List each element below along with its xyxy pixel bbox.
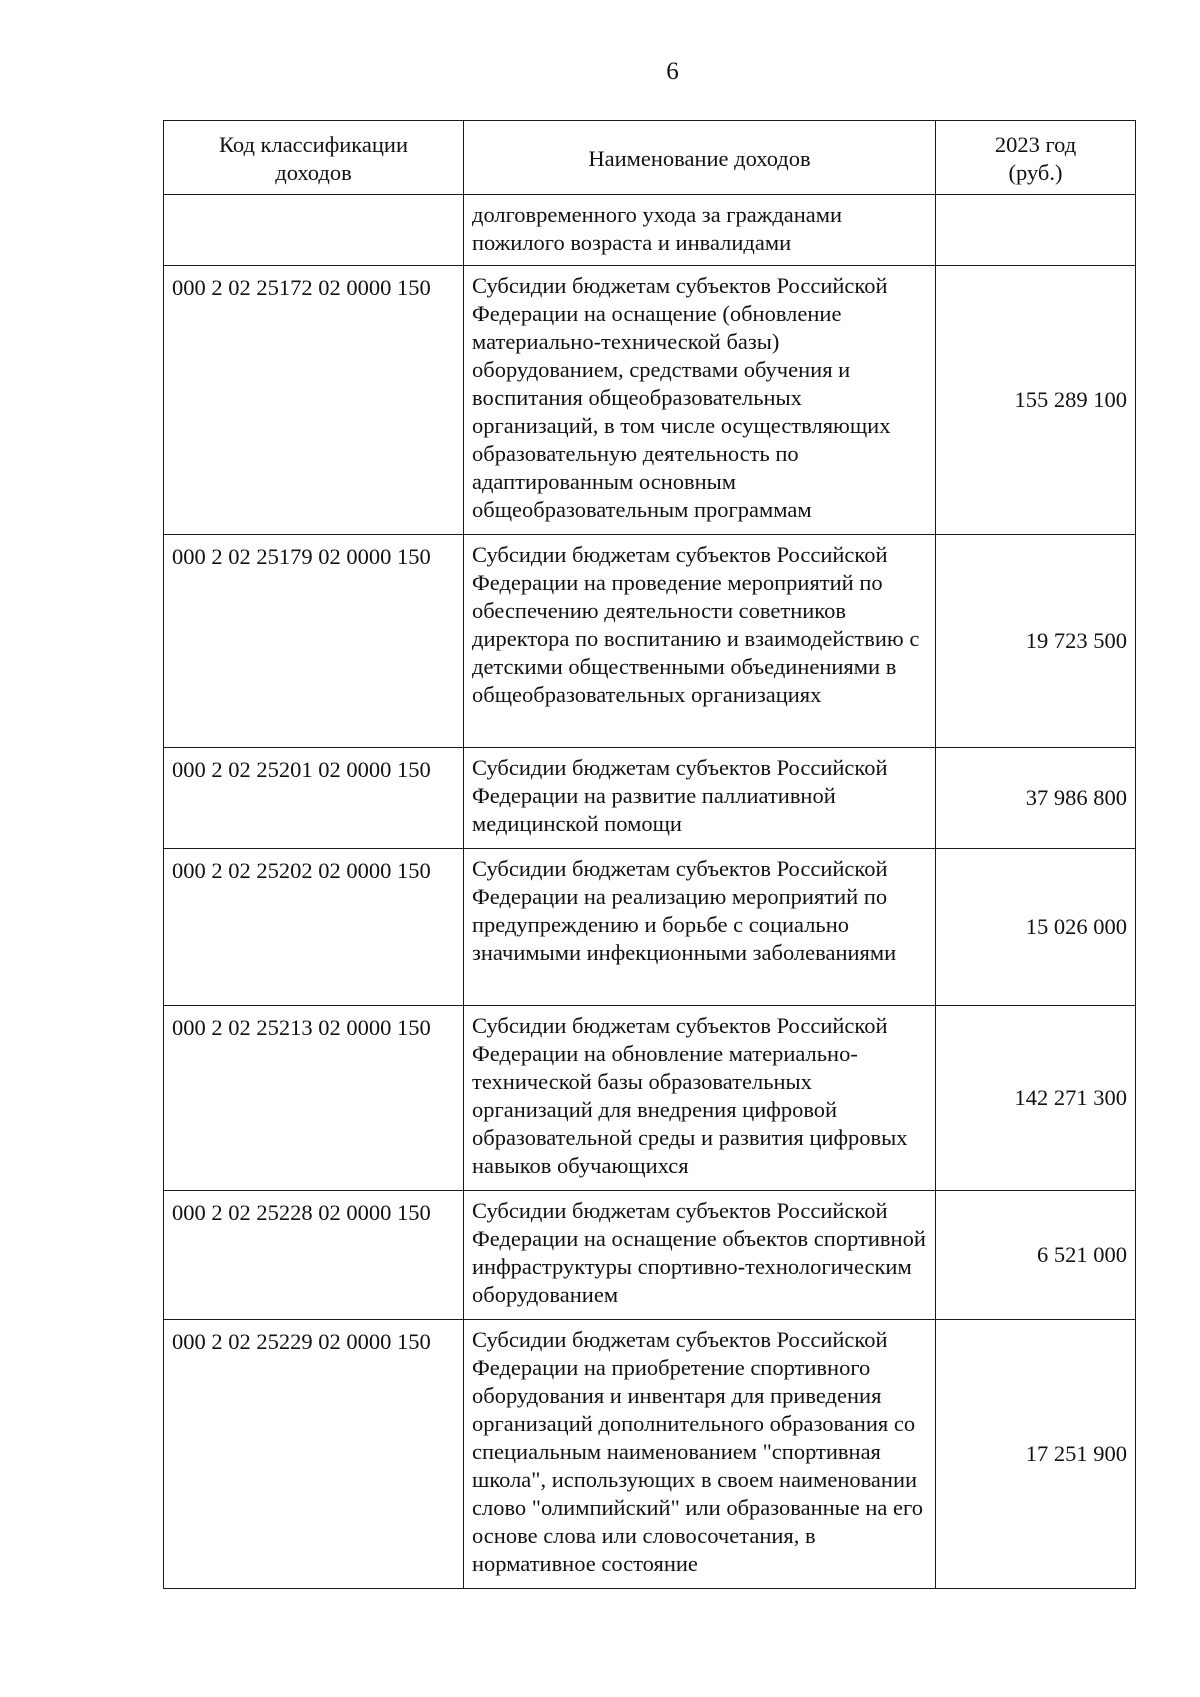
table-row <box>164 748 1136 849</box>
row-name: Субсидии бюджетам субъектов Российской Федерации на оснащение объектов спортивной инфраструктуры спортивно-технологическим оборудованием <box>464 1191 936 1320</box>
table-row <box>164 266 1136 535</box>
table-body <box>164 195 1136 1589</box>
row-sum: 15 026 000 <box>936 849 1136 1006</box>
header-sum-line1: 2023 год <box>994 131 1077 157</box>
header-name: Наименование доходов <box>464 121 936 195</box>
table-header <box>164 121 1136 195</box>
row-sum: 142 271 300 <box>936 1006 1136 1191</box>
table-row <box>164 1191 1136 1320</box>
header-sum-line2: (руб.) <box>1008 159 1063 185</box>
row-code <box>164 195 464 266</box>
row-name: Субсидии бюджетам субъектов Российской Федерации на развитие паллиативной медицинской помощи <box>464 748 936 849</box>
row-code: 000 2 02 25179 02 0000 150 <box>164 535 464 748</box>
row-code: 000 2 02 25202 02 0000 150 <box>164 849 464 1006</box>
header-sum <box>936 121 1136 195</box>
row-name: Субсидии бюджетам субъектов Российской Федерации на проведение мероприятий по обеспечению деятельности советников директора по воспитанию и взаимодействию с детскими общественными объединениями в общеобразовательных организациях <box>464 535 936 748</box>
page-number: 6 <box>666 58 679 85</box>
row-code: 000 2 02 25201 02 0000 150 <box>164 748 464 849</box>
row-sum: 37 986 800 <box>936 748 1136 849</box>
header-row <box>164 121 1136 195</box>
row-name: Субсидии бюджетам субъектов Российской Федерации на оснащение (обновление материально-технической базы) оборудованием, средствами обучения и воспитания общеобразовательных организаций, в том числе осуществляющих образовательную деятельность по адаптированным основным общеобразовательным программам <box>464 266 936 535</box>
table-row <box>164 535 1136 748</box>
table-row <box>164 195 1136 266</box>
table-row <box>164 1006 1136 1191</box>
row-sum: 19 723 500 <box>936 535 1136 748</box>
row-name: Субсидии бюджетам субъектов Российской Федерации на приобретение спортивного оборудования и инвентаря для приведения организаций дополнительного образования со специальным наименованием "спортивная школа", использующих в своем наименовании слово "олимпийский" или образованные на его основе слова или словосочетания, в нормативное состояние <box>464 1320 936 1589</box>
row-name: долговременного ухода за гражданами пожилого возраста и инвалидами <box>464 195 936 266</box>
header-code <box>164 121 464 195</box>
row-sum: 6 521 000 <box>936 1191 1136 1320</box>
row-name: Субсидии бюджетам субъектов Российской Федерации на обновление материально-технической базы образовательных организаций для внедрения цифровой образовательной среды и развития цифровых навыков обучающихся <box>464 1006 936 1191</box>
income-table <box>163 120 1136 1589</box>
row-sum: 17 251 900 <box>936 1320 1136 1589</box>
row-code: 000 2 02 25229 02 0000 150 <box>164 1320 464 1589</box>
table-row <box>164 849 1136 1006</box>
row-code: 000 2 02 25228 02 0000 150 <box>164 1191 464 1320</box>
row-name: Субсидии бюджетам субъектов Российской Федерации на реализацию мероприятий по предупреждению и борьбе с социально значимыми инфекционными заболеваниями <box>464 849 936 1006</box>
row-sum: 155 289 100 <box>936 266 1136 535</box>
row-code: 000 2 02 25213 02 0000 150 <box>164 1006 464 1191</box>
header-code-line2: доходов <box>275 159 352 185</box>
header-code-line1: Код классификации <box>218 131 409 157</box>
table-row <box>164 1320 1136 1589</box>
row-sum <box>936 195 1136 266</box>
row-code: 000 2 02 25172 02 0000 150 <box>164 266 464 535</box>
